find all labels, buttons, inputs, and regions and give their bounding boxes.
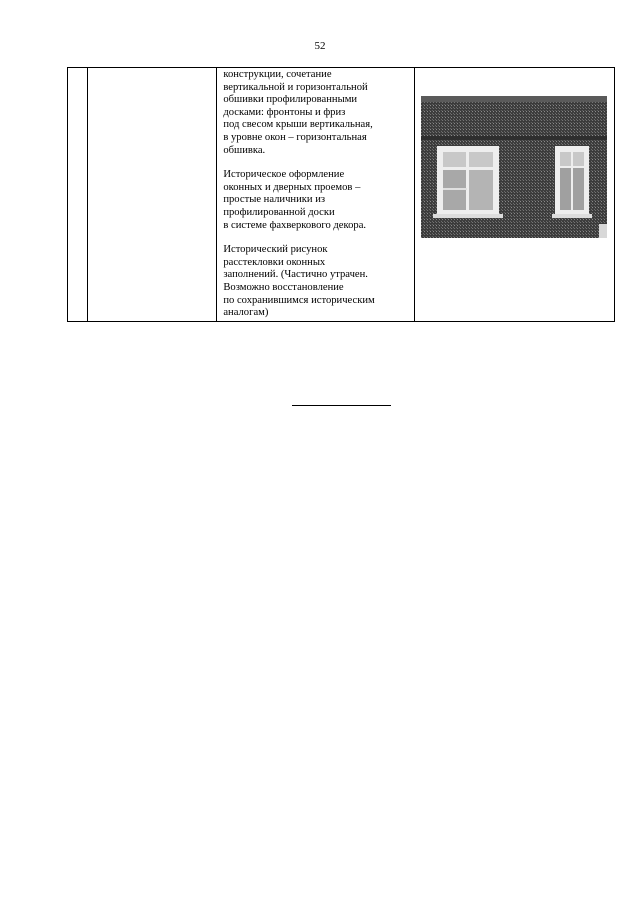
number-cell [68, 68, 88, 322]
table-row [68, 68, 615, 322]
page-number: 52 [314, 40, 326, 52]
photo-cell [415, 68, 615, 322]
right-window [552, 146, 592, 218]
facade-photo [421, 96, 607, 238]
end-rule [292, 405, 391, 406]
name-cell [88, 68, 217, 322]
description-cell [217, 68, 415, 322]
left-window [433, 146, 503, 218]
description-paragraph-openings: Историческое оформление оконных и дверных проемов – простые наличники из профилированной доски в системе фахверкового декора. [223, 169, 367, 231]
description-paragraph-glazing: Исторический рисунок расстекловки оконных заполнений. (Частично утрачен. Возможно восстановление по сохранившимся историческим аналогам) [223, 244, 375, 319]
heritage-table [67, 67, 615, 322]
description-paragraph-cladding: конструкции, сочетание вертикальной и горизонтальной обшивки профилированными досками: фронтоны и фриз под свесом крыши вертикальная, в уровне окон – горизонтальная обшивка. [223, 69, 373, 156]
